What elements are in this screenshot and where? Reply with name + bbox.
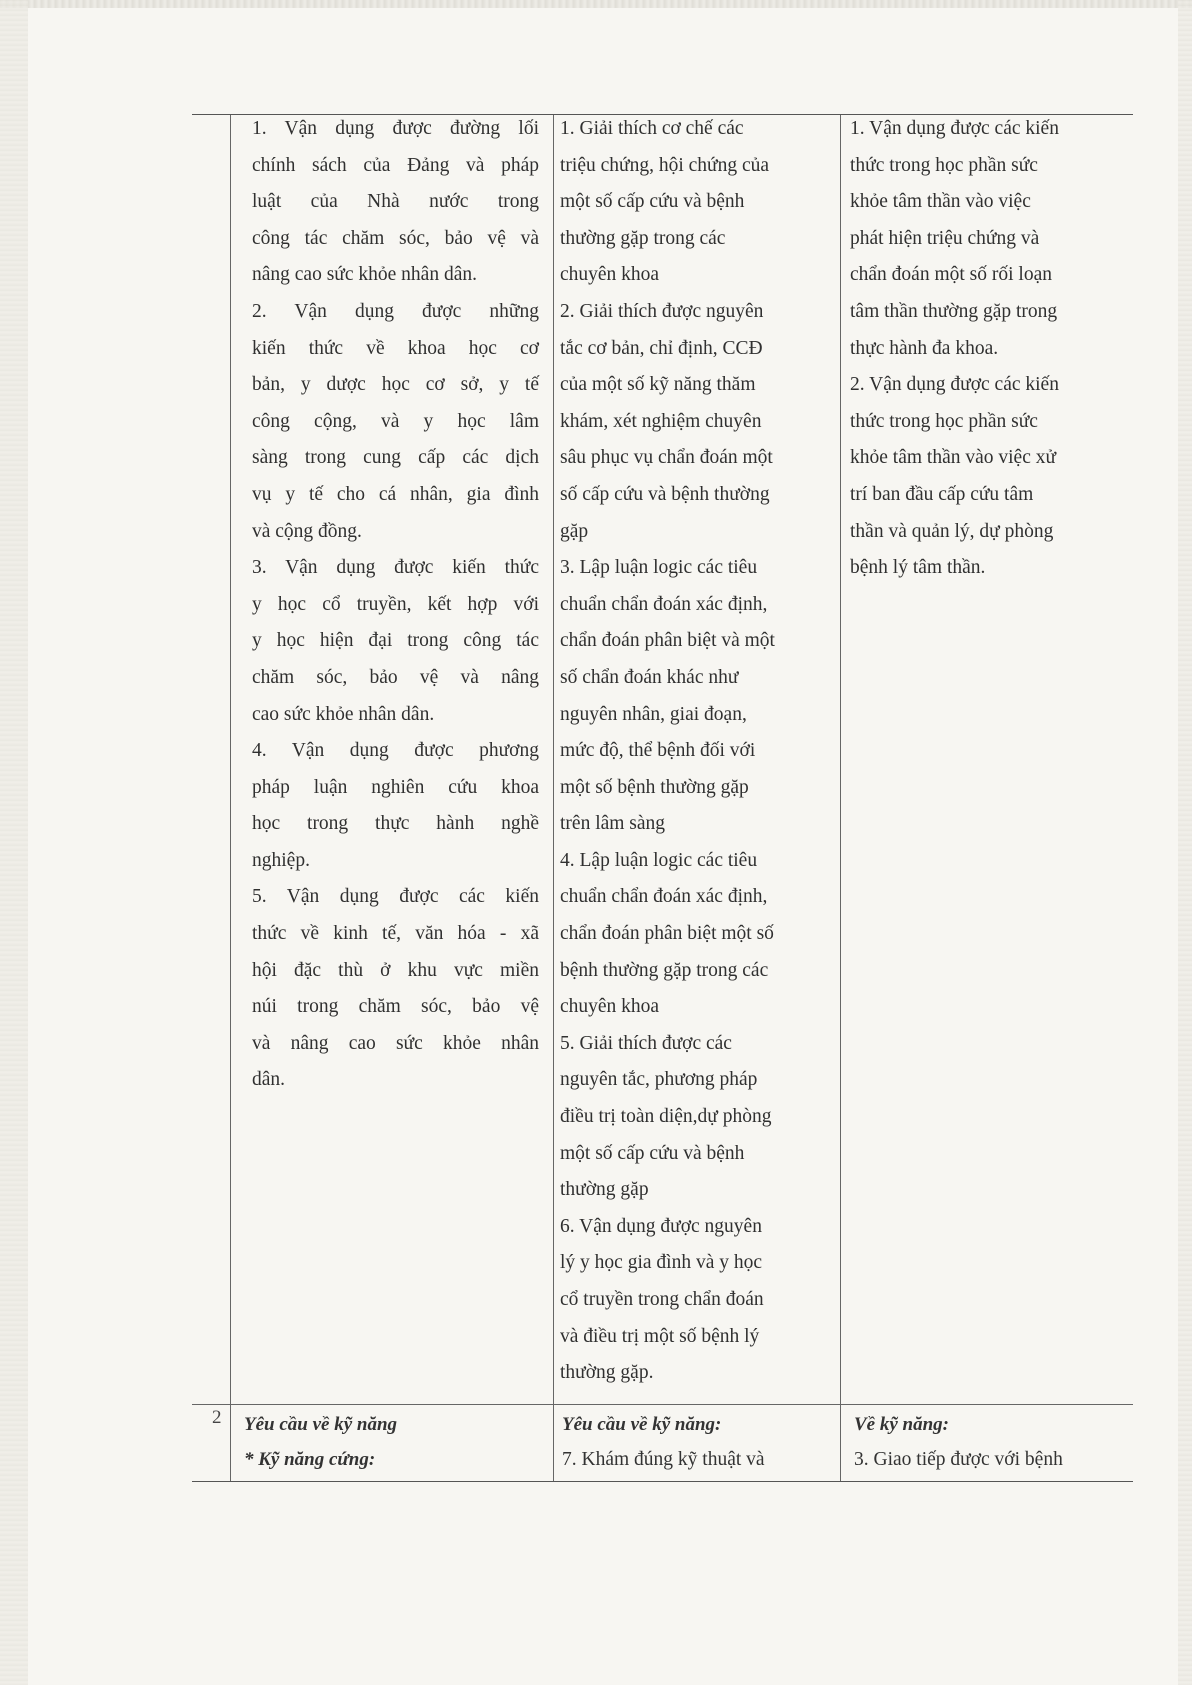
row2-col2-item: 7. Khám đúng kỹ thuật và [562, 1449, 765, 1470]
row1-col3-line: thức trong học phần sức [850, 154, 1038, 176]
row1-col3-line: tâm thần thường gặp trong [850, 300, 1058, 322]
row1-col1-line: luật của Nhà nước trong [252, 191, 539, 213]
row1-col2-line: chẩn đoán phân biệt một số [560, 923, 774, 945]
row1-col2-line: mức độ, thể bệnh đối với [560, 740, 756, 762]
row1-col1-line: 2. Vận dụng được những [252, 300, 539, 322]
row1-col1-line: núi trong chăm sóc, bảo vệ [252, 996, 539, 1018]
row1-col2-line: một số cấp cứu và bệnh [560, 191, 745, 213]
row1-col1-line: chính sách của Đảng và pháp [252, 154, 539, 176]
row1-col2-line: nguyên nhân, giai đoạn, [560, 703, 747, 725]
row1-col1-line: công cộng, và y học lâm [252, 410, 539, 432]
row1-col2-line: 6. Vận dụng được nguyên [560, 1215, 762, 1237]
row1-col1-line: 3. Vận dụng được kiến thức [252, 557, 539, 579]
row1-col3-line: bệnh lý tâm thần. [850, 557, 986, 579]
row1-col1-line: học trong thực hành nghề [252, 813, 539, 835]
row2-col3-item: 3. Giao tiếp được với bệnh [854, 1449, 1063, 1470]
row1-col1-line: 4. Vận dụng được phương [252, 740, 539, 762]
table-row-divider [192, 1404, 1133, 1405]
row1-col3-line: khỏe tâm thần vào việc xử [850, 447, 1057, 469]
row1-col2-line: 2. Giải thích được nguyên [560, 300, 764, 322]
row1-col1-line: hội đặc thù ở khu vực miền [252, 959, 539, 981]
row1-col2-line: số cấp cứu và bệnh thường [560, 483, 770, 505]
row1-col3-line: 2. Vận dụng được các kiến [850, 374, 1059, 396]
row1-col2-line: chẩn đoán phân biệt và một [560, 630, 775, 652]
row1-col1-cell [252, 111, 539, 1099]
row1-col1-line: và nâng cao sức khỏe nhân [252, 1032, 539, 1054]
row1-col2-line: một số cấp cứu và bệnh [560, 1142, 745, 1164]
row1-col1-line: 5. Vận dụng được các kiến [252, 886, 539, 908]
row1-col2-line: cổ truyền trong chẩn đoán [560, 1289, 764, 1310]
row2-col2-cell [562, 1408, 834, 1478]
row1-col3-line: thực hành đa khoa. [850, 337, 999, 359]
row1-col2-line: một số bệnh thường gặp [560, 776, 749, 798]
curriculum-table [192, 114, 1133, 1482]
row1-col2-line: tắc cơ bản, chỉ định, CCĐ [560, 337, 763, 359]
row1-col1-line: cao sức khỏe nhân dân. [252, 703, 435, 725]
row1-col2-line: chuyên khoa [560, 264, 660, 286]
table-vline-1 [230, 115, 231, 1481]
row1-col1-line: sàng trong cung cấp các dịch [252, 447, 539, 469]
row2-col3-cell [854, 1408, 1124, 1478]
row1-col1-line: kiến thức về khoa học cơ [252, 337, 539, 359]
row1-col2-line: 5. Giải thích được các [560, 1032, 732, 1054]
row1-col2-line: chuyên khoa [560, 996, 660, 1018]
row1-col3-line: thức trong học phần sức [850, 410, 1038, 432]
row1-col2-line: thường gặp [560, 1179, 649, 1201]
row1-col2-line: khám, xét nghiệm chuyên [560, 410, 762, 432]
scan-edge-left [0, 0, 28, 1685]
row1-col1-line: y học hiện đại trong công tác [252, 630, 539, 652]
table-vline-3 [840, 115, 841, 1481]
row1-col2-cell [560, 111, 832, 1392]
row2-col1-subheading: * Kỹ năng cứng: [244, 1449, 376, 1470]
row1-col2-line: triệu chứng, hội chứng của [560, 154, 770, 176]
row2-col3-heading: Về kỹ năng: [854, 1414, 949, 1435]
row1-col2-line: và điều trị một số bệnh lý [560, 1325, 760, 1347]
row1-col3-line: 1. Vận dụng được các kiến [850, 118, 1059, 139]
row1-col1-line: nghiệp. [252, 849, 310, 871]
row1-col1-line: bản, y dược học cơ sở, y tế [252, 374, 539, 396]
row1-col3-cell [850, 111, 1122, 587]
row1-col1-line: pháp luận nghiên cứu khoa [252, 776, 539, 798]
row1-col3-line: thần và quản lý, dự phòng [850, 520, 1054, 542]
row1-col2-line: gặp [560, 520, 589, 542]
row2-col2-heading: Yêu cầu về kỹ năng: [562, 1414, 722, 1435]
row1-col3-line: trí ban đầu cấp cứu tâm [850, 483, 1034, 505]
row1-col2-line: điều trị toàn diện,dự phòng [560, 1106, 772, 1128]
row2-number: 2 [212, 1407, 222, 1428]
row1-col3-line: chẩn đoán một số rối loạn [850, 264, 1052, 286]
row1-col1-line: 1. Vận dụng được đường lối [252, 118, 539, 139]
row1-col2-line: chuẩn chẩn đoán xác định, [560, 886, 768, 908]
row1-col2-line: 3. Lập luận logic các tiêu [560, 557, 758, 579]
row1-col2-line: 4. Lập luận logic các tiêu [560, 849, 758, 871]
row1-col2-line: nguyên tắc, phương pháp [560, 1069, 758, 1091]
row1-col3-line: khỏe tâm thần vào việc [850, 191, 1031, 213]
table-vline-2 [553, 115, 554, 1481]
row1-col1-line: thức về kinh tế, văn hóa - xã [252, 923, 539, 945]
row1-col2-line: số chẩn đoán khác như [560, 666, 739, 688]
row1-col2-line: thường gặp trong các [560, 227, 726, 249]
row1-col2-line: chuẩn chẩn đoán xác định, [560, 593, 768, 615]
row1-col3-line: phát hiện triệu chứng và [850, 227, 1040, 249]
scan-edge-right [1178, 0, 1192, 1685]
scan-edge-top [0, 0, 1192, 8]
row1-col1-line: chăm sóc, bảo vệ và nâng [252, 666, 539, 688]
row1-col1-line: và cộng đồng. [252, 520, 362, 542]
row1-col1-line: y học cổ truyền, kết hợp với [252, 593, 539, 615]
row1-col1-line: công tác chăm sóc, bảo vệ và [252, 227, 539, 249]
row1-col2-line: trên lâm sàng [560, 813, 666, 835]
row1-col1-line: dân. [252, 1069, 286, 1091]
row1-col1-line: vụ y tế cho cá nhân, gia đình [252, 483, 539, 505]
row1-col2-line: bệnh thường gặp trong các [560, 959, 769, 981]
row2-col1-heading: Yêu cầu về kỹ năng [244, 1414, 398, 1435]
row1-col2-line: của một số kỹ năng thăm [560, 374, 756, 396]
row1-col2-line: lý y học gia đình và y học [560, 1252, 762, 1274]
row1-col1-line: nâng cao sức khỏe nhân dân. [252, 264, 477, 286]
row1-col2-line: 1. Giải thích cơ chế các [560, 118, 744, 139]
row1-col2-line: thường gặp. [560, 1362, 654, 1384]
row2-col1-cell [244, 1408, 544, 1478]
row1-col2-line: sâu phục vụ chẩn đoán một [560, 447, 773, 469]
